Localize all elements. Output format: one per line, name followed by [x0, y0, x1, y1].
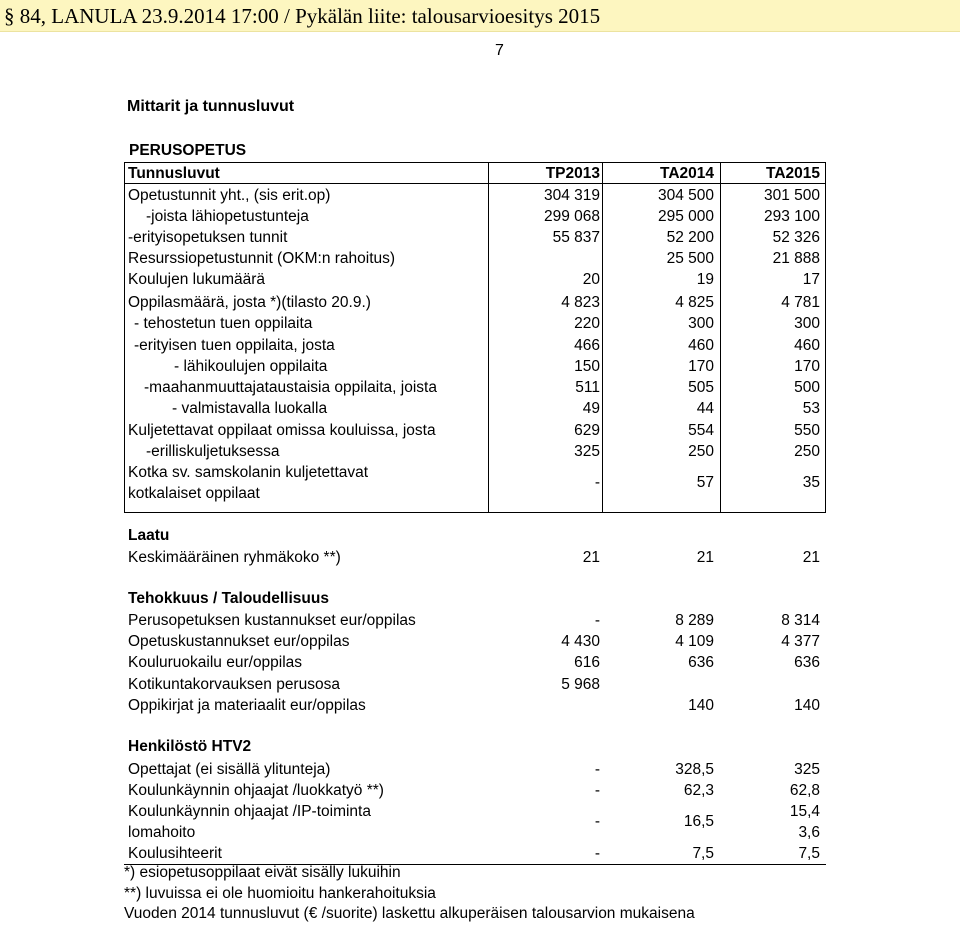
row-label: - valmistavalla luokalla [172, 400, 328, 417]
row-label: lomahoito [128, 824, 196, 841]
cell-ta2014: 300 [688, 315, 714, 332]
cell-ta2015: 53 [802, 400, 820, 417]
row-label: Keskimääräinen ryhmäkoko **) [128, 549, 341, 566]
cell-tp2013: 49 [582, 400, 600, 417]
cell-tp2013: - [594, 612, 600, 629]
cell-tp2013: - [594, 845, 600, 862]
row-label: -erityisen tuen oppilaita, josta [134, 337, 335, 354]
table-row [124, 227, 826, 248]
cell-tp2013: 55 837 [552, 229, 600, 246]
cell-tp2013: 299 068 [543, 208, 600, 225]
cell-tp2013: 220 [574, 315, 600, 332]
column-header: TA2014 [660, 165, 714, 182]
cell-ta2014: 4 109 [675, 633, 714, 650]
cell-tp2013: 616 [574, 654, 600, 671]
row-label: Resurssiopetustunnit (OKM:n rahoitus) [128, 250, 396, 267]
cell-ta2015: 4 377 [781, 633, 820, 650]
table-row [124, 185, 826, 206]
row-label: -maahanmuuttajataustaisia oppilaita, joista [144, 379, 437, 396]
row-label: Kouluruokailu eur/oppilas [128, 654, 303, 671]
tehokkuus-heading: Tehokkuus / Taloudellisuus [128, 590, 329, 607]
row-label: Perusopetuksen kustannukset eur/oppilas [128, 612, 416, 629]
cell-ta2014: 19 [696, 271, 714, 288]
cell-ta2014: 250 [688, 443, 714, 460]
row-label: -joista lähiopetustunteja [146, 208, 309, 225]
table-row [124, 441, 826, 462]
henkilosto-heading: Henkilöstö HTV2 [128, 738, 252, 755]
row-label: Oppikirjat ja materiaalit eur/oppilas [128, 697, 366, 714]
table-row [124, 248, 826, 269]
cell-ta2015: 8 314 [781, 612, 820, 629]
column-header: TP2013 [545, 165, 600, 182]
cell-ta2015: 170 [794, 358, 820, 375]
table-row [124, 292, 826, 313]
row-label: Koulusihteerit [128, 845, 222, 862]
row-label: -erityisopetuksen tunnit [128, 229, 288, 246]
section-title: Mittarit ja tunnusluvut [127, 98, 295, 115]
page-number: 7 [495, 42, 504, 59]
cell-ta2015: 21 888 [772, 250, 820, 267]
table-row-ip [124, 801, 826, 843]
cell-tp2013: 150 [574, 358, 600, 375]
cell-ta2014: 21 [696, 549, 714, 566]
table-row [124, 420, 826, 441]
cell-ta2015: 301 500 [763, 187, 820, 204]
cell-ta2014: 505 [688, 379, 714, 396]
cell-tp2013: - [594, 813, 600, 830]
cell-tp2013: 20 [582, 271, 600, 288]
table-row [124, 356, 826, 377]
table-row [124, 843, 826, 864]
cell-ta2015: 17 [802, 271, 820, 288]
table-row [124, 313, 826, 334]
cell-ta2015: 500 [794, 379, 820, 396]
row-label: - lähikoulujen oppilaita [174, 358, 328, 375]
table-row [124, 631, 826, 652]
document-header [0, 0, 960, 32]
table-row [124, 269, 826, 290]
cell-ta2015: 3,6 [798, 824, 820, 841]
cell-ta2014: 57 [696, 474, 714, 491]
table-row [124, 780, 826, 801]
row-label: Koulujen lukumäärä [128, 271, 266, 288]
cell-ta2014: 636 [688, 654, 714, 671]
row-label: Kuljetettavat oppilaat omissa kouluissa, josta [128, 422, 436, 439]
cell-ta2014: 304 500 [657, 187, 714, 204]
cell-ta2014: 7,5 [692, 845, 714, 862]
table-row [124, 206, 826, 227]
row-label: Koulunkäynnin ohjaajat /IP-toiminta [128, 803, 371, 820]
cell-tp2013: 466 [574, 337, 600, 354]
cell-tp2013: 304 319 [543, 187, 600, 204]
cell-ta2015: 7,5 [798, 845, 820, 862]
cell-ta2014: 295 000 [657, 208, 714, 225]
footnote: Vuoden 2014 tunnusluvut (€ /suorite) laskettu alkuperäisen talousarvion mukaisena [124, 905, 695, 922]
cell-ta2015: 62,8 [789, 782, 820, 799]
cell-ta2014: 4 825 [675, 294, 714, 311]
table-row [124, 335, 826, 356]
row-label: -erilliskuljetuksessa [146, 443, 280, 460]
row-label: Kotikuntakorvauksen perusosa [128, 676, 340, 693]
cell-tp2013: 325 [574, 443, 600, 460]
table-header-row [124, 163, 826, 184]
cell-ta2014: 25 500 [666, 250, 714, 267]
row-label: Opetustunnit yht., (sis erit.op) [128, 187, 331, 204]
table-row [124, 547, 826, 568]
column-header: TA2015 [766, 165, 820, 182]
cell-tp2013: - [594, 474, 600, 491]
cell-ta2014: 16,5 [683, 813, 714, 830]
cell-ta2015: 300 [794, 315, 820, 332]
table-row [124, 652, 826, 673]
footnote: **) luvuissa ei ole huomioitu hankerahoituksia [124, 885, 436, 902]
table-row [124, 377, 826, 398]
cell-ta2015: 250 [794, 443, 820, 460]
table-row [124, 398, 826, 419]
cell-ta2014: 140 [688, 697, 714, 714]
cell-ta2014: 554 [688, 422, 714, 439]
cell-ta2014: 8 289 [675, 612, 714, 629]
laatu-heading: Laatu [128, 527, 170, 544]
cell-ta2015: 140 [794, 697, 820, 714]
table-row [124, 674, 826, 695]
column-header: Tunnusluvut [128, 165, 220, 182]
table-row [124, 695, 826, 716]
row-label: Kotka sv. samskolanin kuljetettavat [128, 464, 369, 481]
cell-ta2015: 21 [802, 549, 820, 566]
cell-ta2014: 62,3 [683, 782, 714, 799]
cell-ta2014: 460 [688, 337, 714, 354]
cell-tp2013: 21 [582, 549, 600, 566]
row-label: Opetuskustannukset eur/oppilas [128, 633, 350, 650]
table-row [124, 610, 826, 631]
table-row [124, 759, 826, 780]
cell-ta2015: 293 100 [763, 208, 820, 225]
cell-ta2014: 52 200 [666, 229, 714, 246]
cell-tp2013: 4 823 [561, 294, 600, 311]
cell-ta2015: 460 [794, 337, 820, 354]
cell-tp2013: 511 [575, 379, 600, 396]
cell-ta2015: 4 781 [781, 294, 820, 311]
cell-ta2015: 636 [794, 654, 820, 671]
cell-ta2014: 328,5 [675, 761, 714, 778]
cell-tp2013: 629 [574, 422, 600, 439]
cell-ta2015: 550 [794, 422, 820, 439]
cell-ta2015: 35 [802, 474, 820, 491]
cell-ta2014: 170 [688, 358, 714, 375]
row-label: - tehostetun tuen oppilaita [134, 315, 313, 332]
cell-ta2015: 325 [794, 761, 820, 778]
cell-tp2013: - [594, 761, 600, 778]
cell-ta2014: 44 [696, 400, 714, 417]
footnote: *) esiopetusoppilaat eivät sisälly lukuihin [124, 864, 401, 881]
cell-tp2013: - [594, 782, 600, 799]
row-label: Oppilasmäärä, josta *)(tilasto 20.9.) [128, 294, 371, 311]
cell-ta2015: 15,4 [789, 803, 820, 820]
row-label: Opettajat (ei sisällä ylitunteja) [128, 761, 331, 778]
cell-ta2015: 52 326 [772, 229, 820, 246]
row-label: kotkalaiset oppilaat [128, 485, 260, 502]
cell-tp2013: 4 430 [561, 633, 600, 650]
header-title: § 84, LANULA 23.9.2014 17:00 / Pykälän liite: talousarvioesitys 2015 [4, 4, 601, 28]
table-row-kotka [124, 462, 826, 506]
cell-tp2013: 5 968 [561, 676, 600, 693]
row-label: Koulunkäynnin ohjaajat /luokkatyö **) [128, 782, 384, 799]
perusopetus-heading: PERUSOPETUS [129, 142, 247, 159]
